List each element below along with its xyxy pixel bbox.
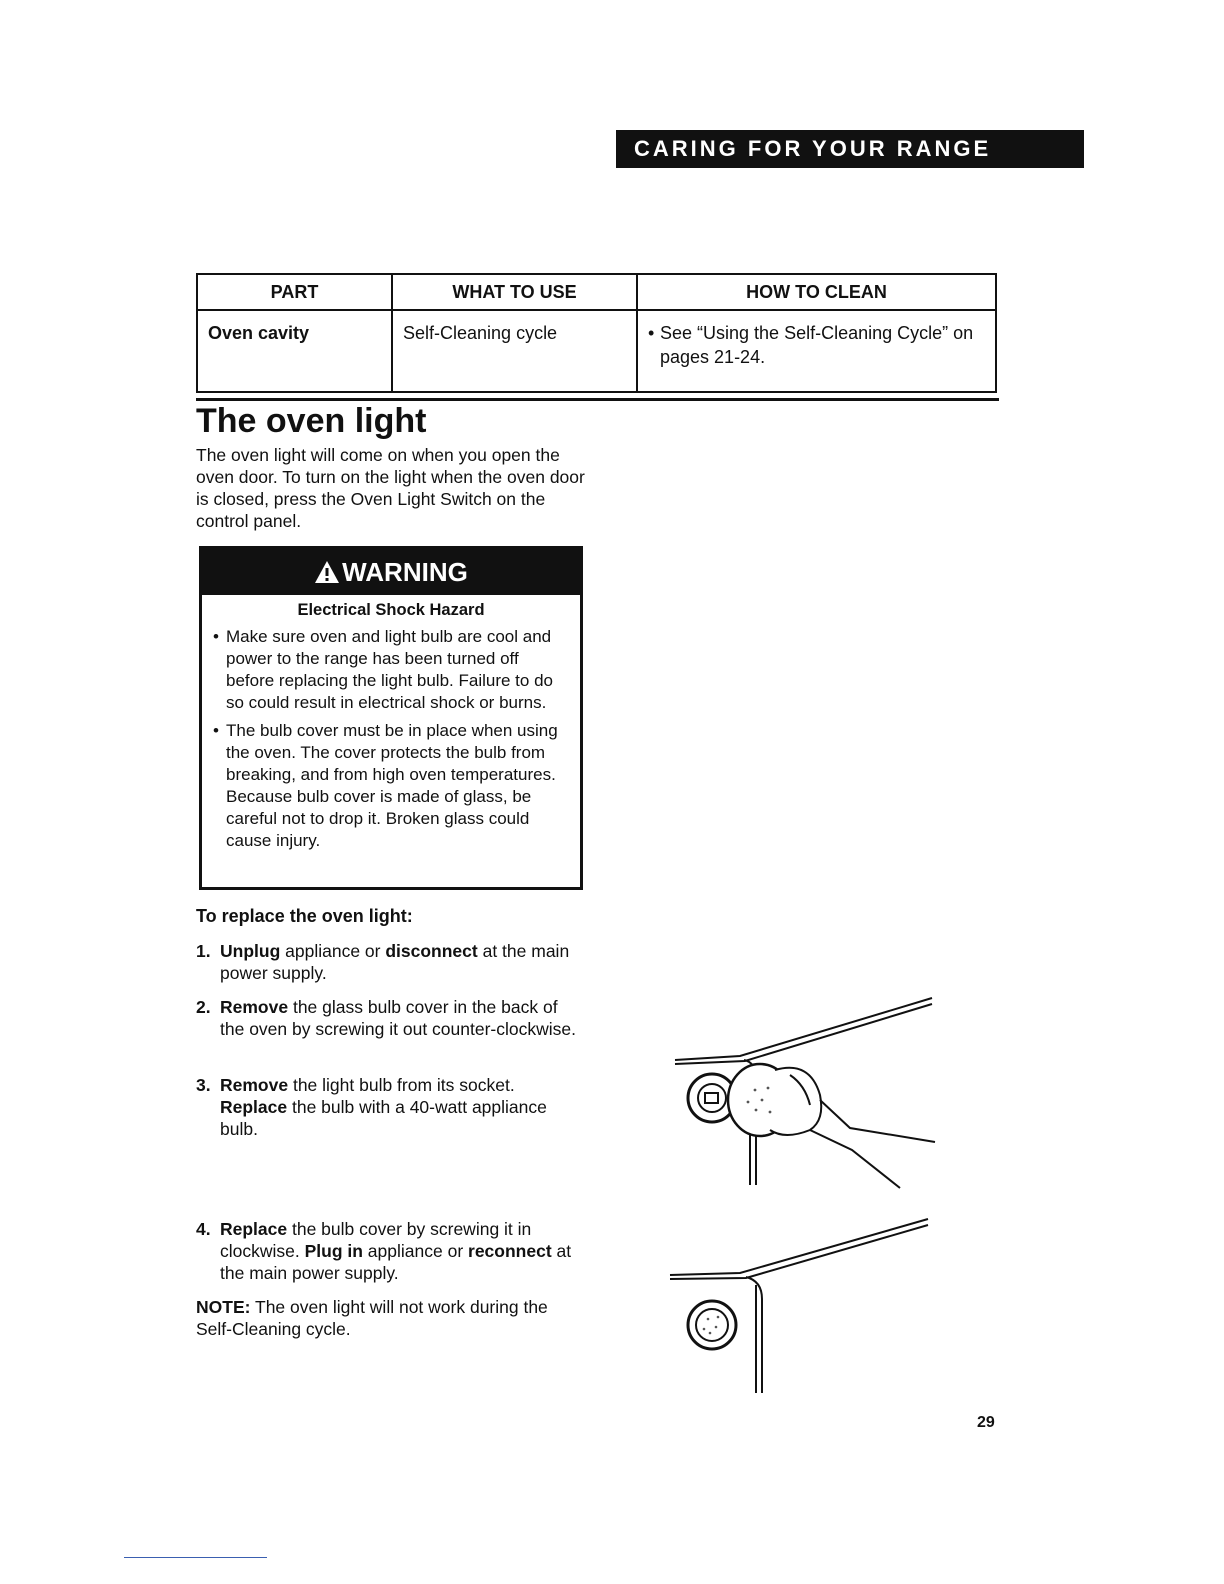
step-keyword: Remove bbox=[220, 1075, 289, 1095]
warning-box bbox=[199, 546, 583, 890]
footer-line bbox=[124, 1557, 267, 1558]
table-row bbox=[197, 310, 996, 392]
bullet: • bbox=[648, 323, 655, 343]
note-label: NOTE: bbox=[196, 1297, 251, 1317]
bulb-cover-replaced-illustration bbox=[660, 1215, 940, 1400]
table-header-row bbox=[197, 274, 996, 310]
step-number: 1. bbox=[196, 941, 211, 961]
step-keyword: Replace bbox=[220, 1097, 288, 1117]
step-text-segment: the glass bulb cover in the back of the oven by screwing it out counter-clockwise. bbox=[220, 997, 576, 1039]
section-title: CARING FOR YOUR RANGE bbox=[634, 136, 992, 161]
warning-label: WARNING bbox=[342, 556, 468, 587]
step-keyword: Plug in bbox=[304, 1241, 363, 1261]
warning-list bbox=[202, 626, 580, 852]
section-banner bbox=[616, 130, 1084, 168]
step-keyword: reconnect bbox=[468, 1241, 552, 1261]
step-text-segment: the bulb with a 40-watt appliance bulb. bbox=[220, 1097, 547, 1139]
page-number: 29 bbox=[977, 1414, 995, 1431]
warning-item: • Make sure oven and light bulb are cool and power to the range has been turned off before replacing the light bulb. Failure to do so could result in electrical shock or burns. bbox=[226, 626, 570, 714]
column-header: PART bbox=[197, 274, 392, 310]
step-text bbox=[220, 1074, 586, 1140]
step-text-segment: the bulb cover by screwing it in clockwise. bbox=[220, 1219, 532, 1261]
section-divider bbox=[196, 398, 999, 401]
column-header: HOW TO CLEAN bbox=[637, 274, 996, 310]
note bbox=[196, 1296, 586, 1340]
how-to-clean-cell bbox=[637, 310, 996, 392]
step-number: 2. bbox=[196, 997, 211, 1017]
part-cell: Oven cavity bbox=[197, 310, 392, 392]
step-text bbox=[220, 996, 586, 1040]
column-header: WHAT TO USE bbox=[392, 274, 637, 310]
step-item bbox=[196, 940, 586, 984]
step-item bbox=[196, 1074, 586, 1140]
what-to-use-cell: Self-Cleaning cycle bbox=[392, 310, 637, 392]
step-keyword: Unplug bbox=[220, 941, 281, 961]
warning-triangle-icon bbox=[314, 560, 340, 584]
step-item bbox=[196, 996, 586, 1040]
warning-item: • The bulb cover must be in place when using the oven. The cover protects the bulb from breaking, and from high oven temperatures. Because bulb cover is made of glass, be careful not to drop it. Broken glass could cause injury. bbox=[226, 720, 570, 852]
steps-heading: To replace the oven light: bbox=[196, 906, 413, 926]
step-text bbox=[220, 940, 586, 984]
step-keyword: Replace bbox=[220, 1219, 288, 1239]
intro-paragraph: The oven light will come on when you open the oven door. To turn on the light when the oven door is closed, press the Oven Light Switch on the control panel. bbox=[196, 445, 585, 531]
warning-header bbox=[202, 549, 580, 595]
warning-subtitle: Electrical Shock Hazard bbox=[297, 601, 485, 619]
how-to-clean-text: See “Using the Self-Cleaning Cycle” on pages 21-24. bbox=[660, 323, 974, 367]
step-keyword: disconnect bbox=[385, 941, 478, 961]
step-number: 3. bbox=[196, 1075, 211, 1095]
step-text-segment: appliance or bbox=[362, 1241, 469, 1261]
step-text-segment: at the main power supply. bbox=[220, 941, 570, 983]
step-text-segment: appliance or bbox=[280, 941, 386, 961]
step-item bbox=[196, 1218, 586, 1284]
step-text-segment: the light bulb from its socket. bbox=[288, 1075, 515, 1095]
step-text-segment: at the main power supply. bbox=[220, 1241, 572, 1283]
remove-bulb-cover-illustration bbox=[660, 990, 950, 1195]
section-heading: The oven light bbox=[196, 402, 427, 440]
cleaning-table bbox=[196, 273, 997, 393]
step-number: 4. bbox=[196, 1219, 211, 1239]
step-keyword: Remove bbox=[220, 997, 289, 1017]
step-text bbox=[220, 1218, 586, 1284]
note-text: The oven light will not work during the Self-Cleaning cycle. bbox=[196, 1297, 548, 1339]
